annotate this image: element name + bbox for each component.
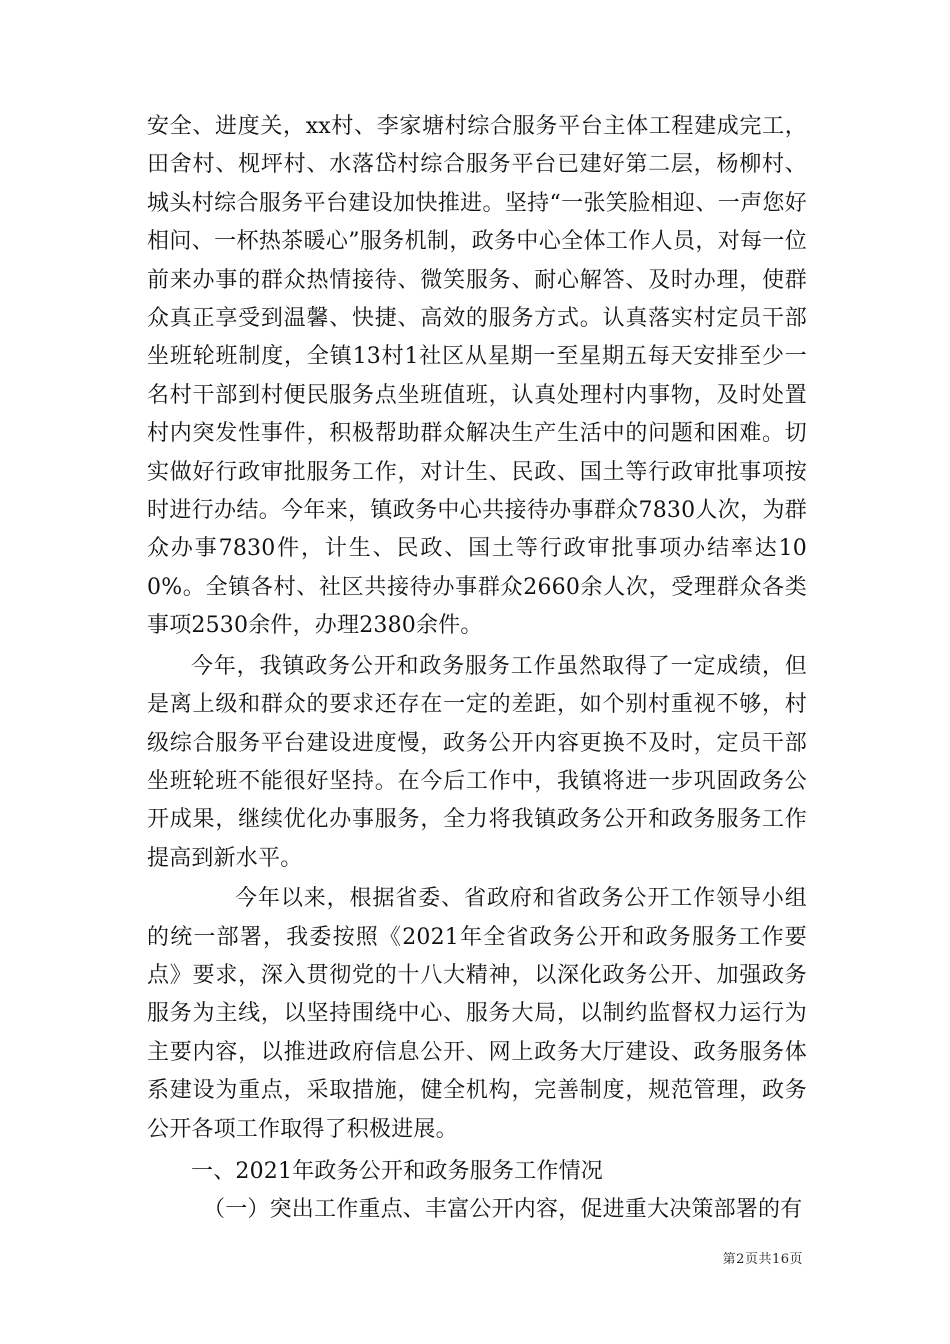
page-number: 第2页共16页 [722,1252,803,1267]
subsection-heading: （一）突出工作重点、丰富公开内容，促进重大决策部署的有 [203,1197,803,1223]
paragraph-service-platform: 安全、进度关，xx村、李家塘村综合服务平台主体工程建成完工，田舍村、枧坪村、水落岱村综合服务平台已建好第二层，杨柳村、城头村综合服务平台建设加快推进。坚持“一张笑脸相迎、一声您好相问、一杯热茶暖心”服务机制，政务中心全体工作人员，对每一位前来办事的群众热情接待、微笑服务、耐心解答、及时办理，使群众真正享受到温馨、快捷、高效的服务方式。认真落实村定员干部坐班轮班制度，全镇13村1社区从星期一至星期五每天安排至少一名村干部到村便民服务点坐班值班，认真处理村内事物，及时处置村内突发性事件，积极帮助群众解决生产生活中的问题和困难。切实做好行政审批服务工作，对计生、民政、国土等行政审批事项按时进行办结。今年来，镇政务中心共接待办事群众7830人次，为群众办事7830件，计生、民政、国土等行政审批事项办结率达100%。全镇各村、社区共接待办事群众2660余人次，受理群众各类事项2530余件，办理2380余件。 [147,114,807,639]
paragraph-shortcomings: 今年，我镇政务公开和政务服务工作虽然取得了一定成绩，但是离上级和群众的要求还存在一定的差距，如个别村重视不够，村级综合服务平台建设进度慢，政务公开内容更换不及时，定员干部坐班轮班不能很好坚持。在今后工作中，我镇将进一步巩固政务公开成果，继续优化办事服务，全力将我镇政务公开和政务服务工作提高到新水平。 [147,653,807,871]
document-body [147,108,807,1230]
paragraph-annual-overview: 今年以来，根据省委、省政府和省政务公开工作领导小组的统一部署，我委按照《2021年全省政务公开和政务服务工作要点》要求，深入贯彻党的十八大精神，以深化政务公开、加强政务服务为主线，以坚持围绕中心、服务大局，以制约监督权力运行为主要内容，以推进政府信息公开、网上政务大厅建设、政务服务体系建设为重点，采取措施，健全机构，完善制度，规范管理，政务公开各项工作取得了积极进展。 [147,886,807,1142]
section-heading: 一、2021年政务公开和政务服务工作情况 [191,1158,603,1184]
